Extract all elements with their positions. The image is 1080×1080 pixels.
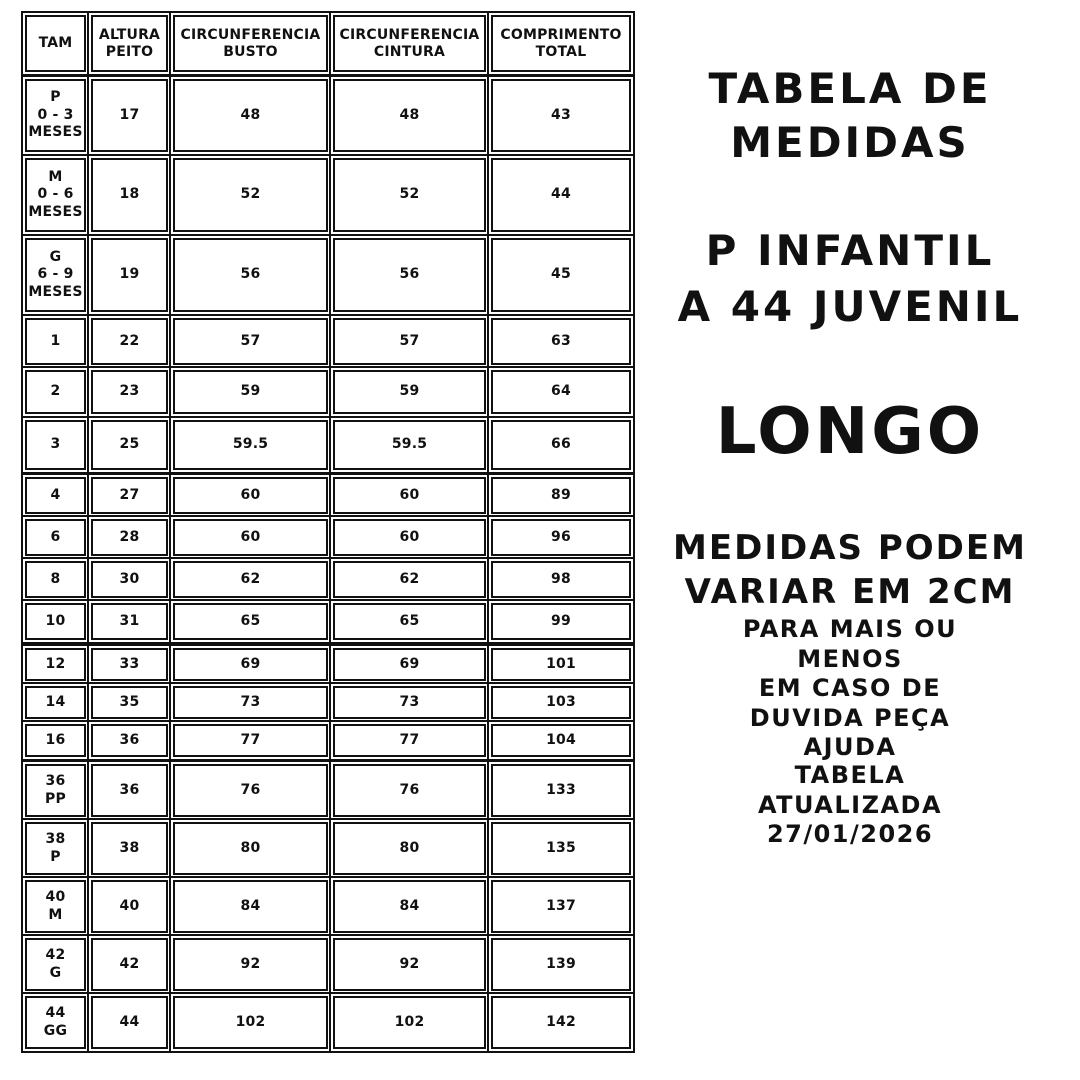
cell-comprimento-total <box>491 370 631 414</box>
cell-circunferencia-cintura-text: 69 <box>399 655 420 672</box>
cell-comprimento-total <box>491 420 631 470</box>
cell-comprimento-total <box>491 822 631 875</box>
cell-altura-peito-text: 40 <box>119 897 140 914</box>
cell-tam <box>25 996 86 1049</box>
cell-comprimento-total <box>491 764 631 817</box>
cell-tam <box>25 238 86 312</box>
header-circunferencia-cintura <box>333 15 486 72</box>
small-line-7: ATUALIZADA <box>757 791 943 819</box>
cell-circunferencia-cintura-text: 77 <box>399 731 420 748</box>
cell-altura-peito <box>91 603 168 640</box>
cell-circunferencia-busto <box>173 603 328 640</box>
cell-tam <box>25 420 86 470</box>
cell-circunferencia-cintura-text: 65 <box>399 612 420 629</box>
cell-circunferencia-busto-text: 59.5 <box>232 436 269 453</box>
cell-circunferencia-cintura-text: 59.5 <box>391 436 428 453</box>
cell-circunferencia-cintura <box>333 603 486 640</box>
cell-comprimento-total-text: 43 <box>551 106 571 123</box>
cell-altura-peito <box>91 477 168 514</box>
cell-circunferencia-busto-text: 69 <box>240 655 261 672</box>
cell-circunferencia-cintura <box>333 561 486 598</box>
cell-tam-text: 12 <box>45 655 66 672</box>
cell-circunferencia-busto <box>173 938 328 991</box>
cell-altura-peito <box>91 724 168 757</box>
header-circunferencia-busto-text: CIRCUNFERENCIA BUSTO <box>180 26 321 60</box>
cell-comprimento-total <box>491 880 631 933</box>
cell-circunferencia-cintura-text: 102 <box>394 1013 425 1030</box>
cell-tam-text: 36 PP <box>45 773 66 807</box>
cell-circunferencia-busto-text: 48 <box>240 106 261 123</box>
note-line-1: MEDIDAS PODEM <box>673 528 1027 568</box>
cell-circunferencia-busto <box>173 561 328 598</box>
cell-circunferencia-busto-text: 84 <box>240 897 261 914</box>
cell-comprimento-total <box>491 603 631 640</box>
cell-tam-text: M 0 - 6 MESES <box>28 168 83 220</box>
cell-comprimento-total <box>491 79 631 152</box>
cell-altura-peito <box>91 420 168 470</box>
cell-circunferencia-busto <box>173 724 328 757</box>
cell-circunferencia-busto-text: 65 <box>240 612 261 629</box>
cell-altura-peito-text: 38 <box>119 839 140 856</box>
cell-comprimento-total <box>491 477 631 514</box>
cell-comprimento-total-text: 137 <box>546 897 576 914</box>
cell-comprimento-total-text: 101 <box>546 655 576 672</box>
cell-altura-peito-text: 27 <box>119 486 140 503</box>
cell-circunferencia-cintura <box>333 764 486 817</box>
cell-circunferencia-cintura-text: 60 <box>399 528 420 545</box>
cell-altura-peito <box>91 764 168 817</box>
cell-circunferencia-cintura-text: 92 <box>399 955 420 972</box>
cell-circunferencia-busto-text: 56 <box>240 266 261 283</box>
cell-altura-peito-text: 33 <box>119 655 140 672</box>
cell-comprimento-total <box>491 158 631 232</box>
cell-circunferencia-cintura <box>333 686 486 719</box>
cell-altura-peito-text: 44 <box>119 1013 140 1030</box>
cell-comprimento-total-text: 64 <box>551 383 571 400</box>
cell-circunferencia-cintura-text: 56 <box>399 266 420 283</box>
header-comprimento-total <box>491 15 631 72</box>
cell-tam-text: P 0 - 3 MESES <box>28 89 83 141</box>
cell-comprimento-total-text: 104 <box>546 731 576 748</box>
small-line-8: 27/01/2026 <box>766 820 934 848</box>
cell-circunferencia-cintura <box>333 938 486 991</box>
cell-circunferencia-cintura <box>333 996 486 1049</box>
cell-circunferencia-busto <box>173 764 328 817</box>
cell-comprimento-total-text: 135 <box>546 839 576 856</box>
range-line-1: P INFANTIL <box>705 226 995 275</box>
cell-altura-peito-text: 19 <box>119 266 140 283</box>
cell-tam <box>25 724 86 757</box>
cell-altura-peito-text: 17 <box>119 106 140 123</box>
cell-circunferencia-busto-text: 92 <box>240 955 261 972</box>
cell-comprimento-total-text: 45 <box>551 266 571 283</box>
cell-altura-peito <box>91 996 168 1049</box>
cell-tam-text: G 6 - 9 MESES <box>28 248 83 300</box>
cell-circunferencia-busto <box>173 477 328 514</box>
cell-circunferencia-busto-text: 52 <box>240 186 261 203</box>
cell-tam <box>25 519 86 556</box>
cell-circunferencia-busto <box>173 822 328 875</box>
cell-tam-text: 2 <box>50 383 61 400</box>
small-line-5: AJUDA <box>803 733 897 761</box>
cell-altura-peito-text: 18 <box>119 186 140 203</box>
cell-comprimento-total-text: 63 <box>551 332 571 349</box>
cell-comprimento-total <box>491 561 631 598</box>
cell-altura-peito-text: 35 <box>119 693 140 710</box>
cell-comprimento-total <box>491 318 631 365</box>
note-line-2: VARIAR EM 2CM <box>684 572 1016 612</box>
header-tam-text: TAM <box>38 35 73 52</box>
cell-tam-text: 10 <box>45 612 66 629</box>
cell-circunferencia-busto <box>173 318 328 365</box>
cell-comprimento-total-text: 142 <box>546 1013 576 1030</box>
cell-tam <box>25 561 86 598</box>
cell-altura-peito <box>91 79 168 152</box>
cell-circunferencia-cintura-text: 76 <box>399 781 420 798</box>
cell-altura-peito <box>91 648 168 681</box>
cell-circunferencia-busto-text: 60 <box>240 528 261 545</box>
cell-altura-peito <box>91 938 168 991</box>
cell-comprimento-total <box>491 724 631 757</box>
cell-tam-text: 4 <box>50 486 61 503</box>
title-line-1: TABELA DE <box>708 64 992 113</box>
small-line-3: EM CASO DE <box>758 674 942 702</box>
cell-altura-peito-text: 31 <box>119 612 140 629</box>
cell-circunferencia-busto-text: 57 <box>240 332 261 349</box>
cell-comprimento-total-text: 99 <box>551 612 571 629</box>
cell-circunferencia-busto-text: 76 <box>240 781 261 798</box>
cell-altura-peito <box>91 561 168 598</box>
cell-circunferencia-cintura <box>333 880 486 933</box>
style-label: LONGO <box>715 395 985 469</box>
cell-altura-peito-text: 23 <box>119 383 140 400</box>
cell-altura-peito <box>91 318 168 365</box>
cell-comprimento-total <box>491 238 631 312</box>
header-tam <box>25 15 86 72</box>
cell-altura-peito-text: 28 <box>119 528 140 545</box>
cell-circunferencia-busto <box>173 79 328 152</box>
cell-altura-peito-text: 22 <box>119 332 140 349</box>
small-line-2: MENOS <box>797 645 903 673</box>
cell-altura-peito <box>91 686 168 719</box>
cell-circunferencia-cintura <box>333 420 486 470</box>
header-altura-peito-text: ALTURA PEITO <box>98 26 161 60</box>
cell-circunferencia-cintura <box>333 370 486 414</box>
cell-circunferencia-busto-text: 80 <box>240 839 261 856</box>
cell-circunferencia-cintura-text: 52 <box>399 186 420 203</box>
cell-circunferencia-busto <box>173 648 328 681</box>
cell-comprimento-total <box>491 648 631 681</box>
cell-comprimento-total <box>491 686 631 719</box>
cell-comprimento-total <box>491 996 631 1049</box>
cell-circunferencia-busto <box>173 519 328 556</box>
cell-comprimento-total-text: 103 <box>546 693 576 710</box>
cell-circunferencia-busto <box>173 880 328 933</box>
cell-circunferencia-cintura-text: 84 <box>399 897 420 914</box>
cell-circunferencia-busto <box>173 420 328 470</box>
header-circunferencia-busto <box>173 15 328 72</box>
cell-tam-text: 3 <box>50 436 61 453</box>
cell-altura-peito-text: 36 <box>119 781 140 798</box>
title-line-2: MEDIDAS <box>730 118 970 167</box>
cell-comprimento-total <box>491 938 631 991</box>
cell-circunferencia-cintura-text: 62 <box>399 570 420 587</box>
cell-circunferencia-cintura <box>333 477 486 514</box>
cell-altura-peito <box>91 238 168 312</box>
cell-tam-text: 42 G <box>45 947 66 981</box>
cell-altura-peito <box>91 370 168 414</box>
cell-circunferencia-cintura-text: 59 <box>399 383 420 400</box>
header-circunferencia-cintura-text: CIRCUNFERENCIA CINTURA <box>339 26 480 60</box>
cell-comprimento-total-text: 44 <box>551 186 571 203</box>
cell-circunferencia-cintura-text: 57 <box>399 332 420 349</box>
cell-circunferencia-busto-text: 62 <box>240 570 261 587</box>
cell-altura-peito <box>91 880 168 933</box>
cell-tam-text: 44 GG <box>43 1005 68 1039</box>
cell-circunferencia-busto-text: 102 <box>235 1013 266 1030</box>
cell-tam <box>25 158 86 232</box>
cell-circunferencia-cintura <box>333 519 486 556</box>
cell-altura-peito-text: 42 <box>119 955 140 972</box>
cell-tam <box>25 880 86 933</box>
cell-tam-text: 40 M <box>45 889 66 923</box>
cell-comprimento-total-text: 96 <box>551 528 571 545</box>
cell-circunferencia-cintura <box>333 822 486 875</box>
cell-circunferencia-cintura <box>333 238 486 312</box>
cell-circunferencia-busto <box>173 238 328 312</box>
cell-comprimento-total-text: 89 <box>551 486 571 503</box>
cell-tam-text: 6 <box>50 528 61 545</box>
cell-tam <box>25 477 86 514</box>
cell-circunferencia-busto <box>173 996 328 1049</box>
cell-comprimento-total <box>491 519 631 556</box>
cell-altura-peito-text: 36 <box>119 731 140 748</box>
range-line-2: A 44 JUVENIL <box>677 282 1023 331</box>
cell-circunferencia-cintura <box>333 79 486 152</box>
small-line-4: DUVIDA PEÇA <box>749 704 951 732</box>
cell-circunferencia-cintura-text: 80 <box>399 839 420 856</box>
cell-tam-text: 16 <box>45 731 66 748</box>
cell-tam <box>25 938 86 991</box>
cell-circunferencia-busto-text: 60 <box>240 486 261 503</box>
cell-tam-text: 14 <box>45 693 66 710</box>
cell-altura-peito-text: 30 <box>119 570 140 587</box>
cell-altura-peito-text: 25 <box>119 436 140 453</box>
cell-circunferencia-cintura <box>333 724 486 757</box>
cell-tam-text: 38 P <box>45 831 66 865</box>
cell-comprimento-total-text: 139 <box>546 955 576 972</box>
cell-comprimento-total-text: 133 <box>546 781 576 798</box>
cell-comprimento-total-text: 98 <box>551 570 571 587</box>
cell-tam <box>25 79 86 152</box>
cell-circunferencia-cintura-text: 73 <box>399 693 420 710</box>
cell-circunferencia-busto <box>173 158 328 232</box>
cell-circunferencia-busto-text: 77 <box>240 731 261 748</box>
cell-altura-peito <box>91 822 168 875</box>
cell-altura-peito <box>91 519 168 556</box>
cell-circunferencia-cintura <box>333 318 486 365</box>
small-line-1: PARA MAIS OU <box>742 615 958 643</box>
cell-tam <box>25 686 86 719</box>
cell-circunferencia-cintura-text: 48 <box>399 106 420 123</box>
cell-circunferencia-cintura <box>333 158 486 232</box>
cell-circunferencia-busto <box>173 370 328 414</box>
cell-circunferencia-busto-text: 73 <box>240 693 261 710</box>
cell-tam-text: 1 <box>50 332 61 349</box>
header-comprimento-total-text: COMPRIMENTO TOTAL <box>500 26 622 60</box>
cell-tam <box>25 648 86 681</box>
cell-circunferencia-cintura <box>333 648 486 681</box>
cell-circunferencia-busto-text: 59 <box>240 383 261 400</box>
cell-tam <box>25 764 86 817</box>
header-altura-peito <box>91 15 168 72</box>
cell-tam <box>25 603 86 640</box>
cell-circunferencia-busto <box>173 686 328 719</box>
cell-tam-text: 8 <box>50 570 61 587</box>
cell-tam <box>25 822 86 875</box>
small-line-6: TABELA <box>794 761 906 789</box>
cell-tam <box>25 318 86 365</box>
cell-comprimento-total-text: 66 <box>551 436 571 453</box>
cell-tam <box>25 370 86 414</box>
cell-circunferencia-cintura-text: 60 <box>399 486 420 503</box>
cell-altura-peito <box>91 158 168 232</box>
